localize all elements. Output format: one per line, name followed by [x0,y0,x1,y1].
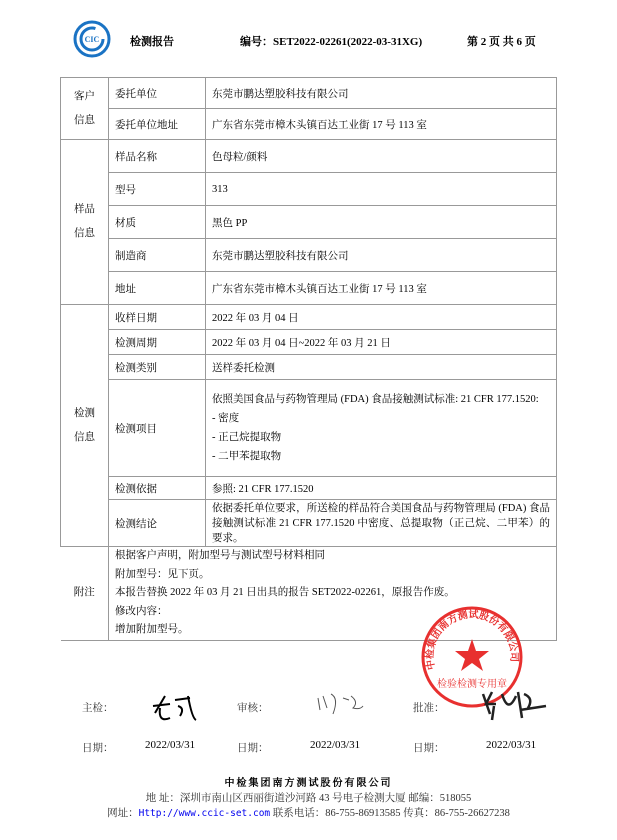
item-line: 依照美国食品与药物管理局 (FDA) 食品接触测试标准: 21 CFR 177.1520: [212,394,539,405]
report-number: 编号：SET2022-02261(2022-03-31XG) [240,36,423,48]
field-value [206,330,557,355]
field-label: 检测类别 [109,355,206,380]
signature-inspector [150,688,200,728]
sample-row [61,239,557,272]
footer-contact [0,805,617,820]
sample-row [61,206,557,239]
field-label: 检测周期 [109,330,206,355]
value-text: 送样委托检测 [212,362,275,374]
test-row [61,305,557,330]
web-label: 网址： [107,808,139,819]
signature-role: 审核： [237,703,269,714]
field-label: 收样日期 [109,305,206,330]
svg-text:CIC: CIC [84,35,100,44]
footer-address: 地 址：深圳市南山区西丽街道沙河路 43 号电子检测大厦 邮编：518055 [145,793,472,804]
note-line: 本报告替换 2022 年 03 月 21 日出具的报告 SET2022-02261，原报告作废。 [115,587,455,598]
value-text: 参照: 21 CFR 177.1520 [212,483,314,495]
date-label: 日期： [82,743,114,754]
client-row [61,109,557,140]
contact-text: 联系电话：86-755-86913585 传真：86-755-26627238 [270,808,510,819]
field-value [206,380,557,477]
website-link[interactable]: Http://www.ccic-set.com [138,808,271,819]
signature-reviewer [315,688,365,718]
sample-row [61,173,557,206]
sample-row [61,140,557,173]
value-text: 色母粒/颜料 [212,151,268,163]
field-label: 检测项目 [109,380,206,477]
field-value [206,206,557,239]
value-text: 2022 年 03 月 04 日 [212,312,299,324]
test-conclusion-row [61,500,557,547]
field-label: 委托单位 [109,78,206,109]
value-text: 2022 年 03 月 04 日~2022 年 03 月 21 日 [212,337,391,349]
field-label: 检测依据 [109,477,206,500]
footer-company: 中检集团南方测试股份有限公司 [224,778,393,789]
field-value [206,477,557,500]
field-label: 委托单位地址 [109,109,206,140]
item-line: - 密度 [212,413,240,424]
field-label: 材质 [109,206,206,239]
test-row [61,355,557,380]
sign-date: 2022/03/31 [145,739,196,751]
field-label: 检测结论 [109,500,206,547]
field-value [206,272,557,305]
sign-date: 2022/03/31 [310,739,361,751]
value-text: 依据委托单位要求，所送检的样品符合美国食品与药物管理局 (FDA) 食品接触测试标准 21 CFR 177.1520 中密度、总提取物（正己烷、二甲苯）的要求。 [212,502,550,544]
value-text: 东莞市鹏达塑胶科技有限公司 [212,88,349,100]
value-text: 黑色 PP [212,217,248,229]
field-label: 制造商 [109,239,206,272]
svg-text:中检集团南方测试股份有限公司: 中检集团南方测试股份有限公司 [424,609,520,671]
note-line: 附加型号：见下页。 [115,568,210,580]
report-table [60,77,557,641]
field-value [206,355,557,380]
cic-logo [72,20,112,58]
field-value [206,500,557,547]
test-items-row [61,380,557,477]
field-value [206,239,557,272]
group-label: 样品 信息 [61,140,109,305]
sample-row [61,272,557,305]
field-label: 样品名称 [109,140,206,173]
field-value [206,140,557,173]
signature-role: 批准： [413,703,445,714]
item-line: - 正己烷提取物 [212,432,282,443]
field-value [206,305,557,330]
signature-role: 主检： [82,703,114,714]
group-label: 附注 [61,547,109,641]
report-title: 检测报告 [130,36,174,48]
field-label: 型号 [109,173,206,206]
value-text: 313 [212,183,228,195]
value-text: 广东省东莞市樟木头镇百达工业街 17 号 113 室 [212,119,427,131]
signature-approver [478,684,548,724]
note-line: 根据客户声明，附加型号与测试型号材料相同 [115,550,325,561]
test-basis-row [61,477,557,500]
page-indicator: 第 2 页 共 6 页 [467,36,536,48]
test-row [61,330,557,355]
date-label: 日期： [237,743,269,754]
stamp-star-icon [455,639,489,671]
svg-text:检验检测专用章: 检验检测专用章 [437,679,507,690]
note-line: 修改内容： [115,605,168,617]
value-text: 广东省东莞市樟木头镇百达工业街 17 号 113 室 [212,283,427,295]
group-label: 客户 信息 [61,78,109,140]
client-row [61,78,557,109]
field-label: 地址 [109,272,206,305]
group-label: 检测 信息 [61,305,109,547]
note-line: 增加附加型号。 [115,624,189,635]
field-value [206,109,557,140]
value-text: 东莞市鹏达塑胶科技有限公司 [212,250,349,262]
sign-date: 2022/03/31 [486,739,537,751]
field-value [206,173,557,206]
field-value [206,78,557,109]
date-label: 日期： [413,743,445,754]
item-line: - 二甲苯提取物 [212,451,282,462]
